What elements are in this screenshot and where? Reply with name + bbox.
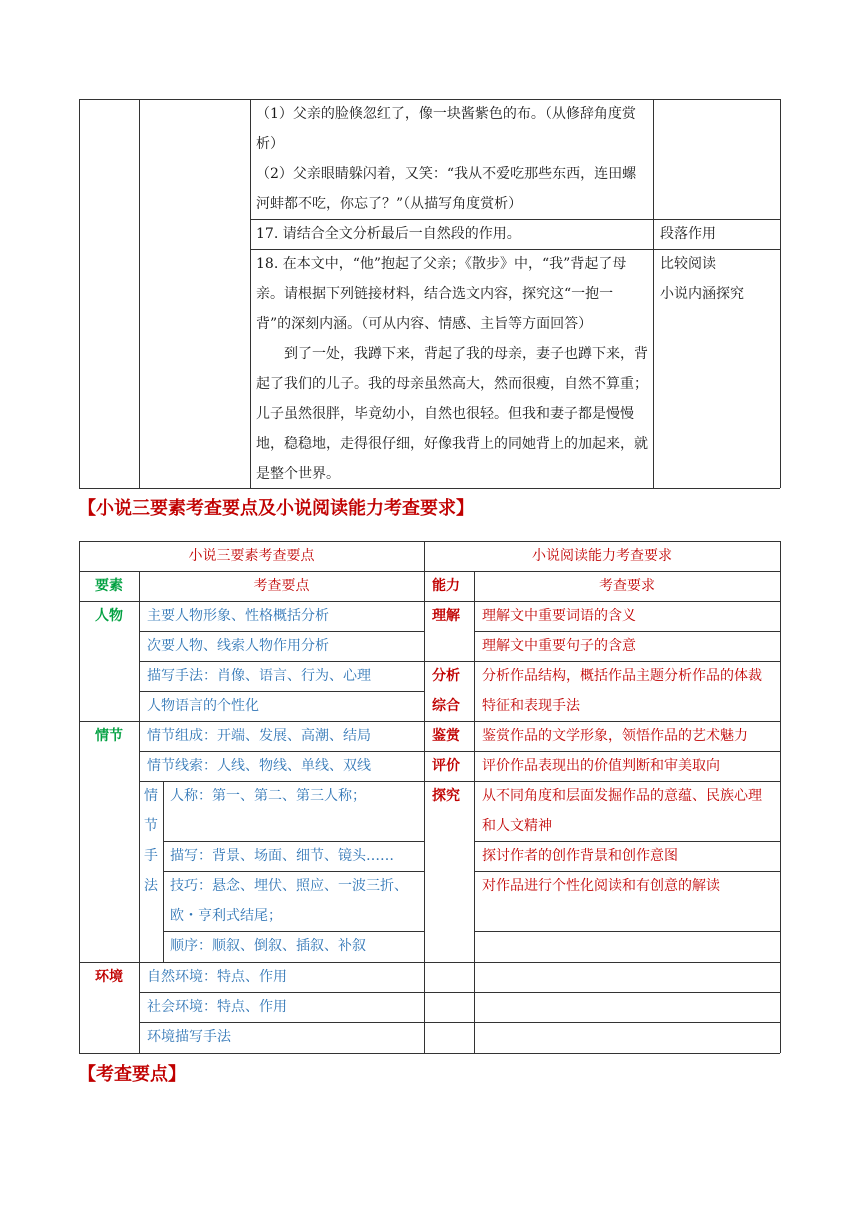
plot-method: 技巧：悬念、埋伏、照应、一波三折、欧・亨利式结尾； bbox=[170, 878, 408, 924]
section-title: 【小说三要素考查要点及小说阅读能力考查要求】 bbox=[78, 498, 474, 519]
question-18-material: 到了一处，我蹲下来，背起了我的母亲，妻子也蹲下来，背起了我们的儿子。我的母亲虽然高大，然而很瘦，自然不算重；儿子虽然很胖，毕竟幼小，自然也很轻。但我和妻子都是慢慢地，稳稳地，走得很仔细，好像我背上的同她背上的加起来，就是整个世界。 bbox=[256, 346, 648, 482]
ability-evaluate: 评价 bbox=[432, 758, 460, 774]
ability-understand: 理解 bbox=[432, 608, 460, 624]
column-header-ability: 能力 bbox=[432, 578, 460, 594]
character-point: 描写手法：肖像、语言、行为、心理 bbox=[147, 668, 371, 684]
requirement: 从不同角度和层面发掘作品的意蕴、民族心理和人文精神 bbox=[482, 788, 762, 834]
environment-point: 环境描写手法 bbox=[147, 1029, 231, 1045]
table-border bbox=[474, 571, 475, 1053]
environment-point: 社会环境：特点、作用 bbox=[147, 999, 287, 1015]
element-plot: 情节 bbox=[95, 728, 123, 744]
question-18-type-2: 小说内涵探究 bbox=[660, 286, 744, 302]
table-border bbox=[780, 99, 781, 488]
ability-synthesize: 综合 bbox=[432, 698, 460, 714]
column-header-element: 要素 bbox=[95, 578, 123, 594]
table-border bbox=[250, 99, 251, 488]
requirement: 理解文中重要词语的含义 bbox=[482, 608, 636, 624]
character-point: 次要人物、线索人物作用分析 bbox=[147, 638, 329, 654]
question-16-item-2: （2）父亲眼睛躲闪着，又笑：“我从不爱吃那些东西，连田螺河蚌都不吃，你忘了？”（从描写角度赏析） bbox=[256, 166, 637, 212]
plot-point: 情节线索：人线、物线、单线、双线 bbox=[147, 758, 371, 774]
left-header: 小说三要素考查要点 bbox=[188, 548, 315, 564]
plot-method: 人称：第一、第二、第三人称； bbox=[170, 788, 366, 804]
column-header-points: 考查要点 bbox=[253, 578, 310, 594]
table-border bbox=[79, 99, 80, 488]
requirement: 对作品进行个性化阅读和有创意的解读 bbox=[482, 878, 720, 894]
question-17-type: 段落作用 bbox=[660, 226, 716, 242]
plot-method: 描写：背景、场面、细节、镜头…… bbox=[170, 848, 394, 864]
element-character: 人物 bbox=[95, 608, 123, 624]
right-header: 小说阅读能力考查要求 bbox=[532, 548, 672, 564]
plot-point: 情节组成：开端、发展、高潮、结局 bbox=[147, 728, 371, 744]
table-border bbox=[653, 99, 654, 488]
column-header-requirement: 考查要求 bbox=[599, 578, 655, 594]
question-18: 18. 在本文中，“他”抱起了父亲；《散步》中，“我”背起了母亲。请根据下列链接材料，结合选文内容，探究这“一抱一背”的深刻内涵。（可从内容、情感、主旨等方面回答） bbox=[256, 256, 627, 332]
table-border bbox=[139, 1022, 780, 1023]
character-point: 主要人物形象、性格概括分析 bbox=[147, 608, 329, 624]
table-border bbox=[424, 541, 425, 1053]
requirement: 分析作品结构，概括作品主题分析作品的体裁特征和表现手法 bbox=[482, 668, 762, 714]
plot-method: 顺序：顺叙、倒叙、插叙、补叙 bbox=[170, 938, 366, 954]
environment-point: 自然环境：特点、作用 bbox=[147, 969, 287, 985]
plot-method-label-char: 情 bbox=[144, 788, 158, 804]
requirement: 鉴赏作品的文学形象，领悟作品的艺术魅力 bbox=[482, 728, 748, 744]
table-border bbox=[79, 1053, 780, 1054]
plot-method-label-char: 法 bbox=[144, 878, 158, 894]
table-border bbox=[139, 99, 140, 488]
requirement: 评价作品表现出的价值判断和审美取向 bbox=[482, 758, 720, 774]
element-environment: 环境 bbox=[95, 969, 123, 985]
ability-explore: 探究 bbox=[432, 788, 460, 804]
question-18-type-1: 比较阅读 bbox=[660, 256, 716, 272]
question-16-item-1: （1）父亲的脸倏忽红了，像一块酱紫色的布。（从修辞角度赏析） bbox=[256, 106, 636, 152]
requirement: 探讨作者的创作背景和创作意图 bbox=[482, 848, 678, 864]
table-border bbox=[780, 541, 781, 1053]
ability-analyze: 分析 bbox=[432, 668, 460, 684]
plot-method-label-char: 节 bbox=[144, 818, 158, 834]
requirement: 理解文中重要句子的含意 bbox=[482, 638, 636, 654]
ability-appreciate: 鉴赏 bbox=[432, 728, 460, 744]
plot-method-label-char: 手 bbox=[144, 848, 158, 864]
table-border bbox=[474, 931, 780, 932]
question-17: 17. 请结合全文分析最后一自然段的作用。 bbox=[256, 226, 521, 242]
character-point: 人物语言的个性化 bbox=[147, 698, 259, 714]
section-title: 【考查要点】 bbox=[78, 1064, 186, 1085]
